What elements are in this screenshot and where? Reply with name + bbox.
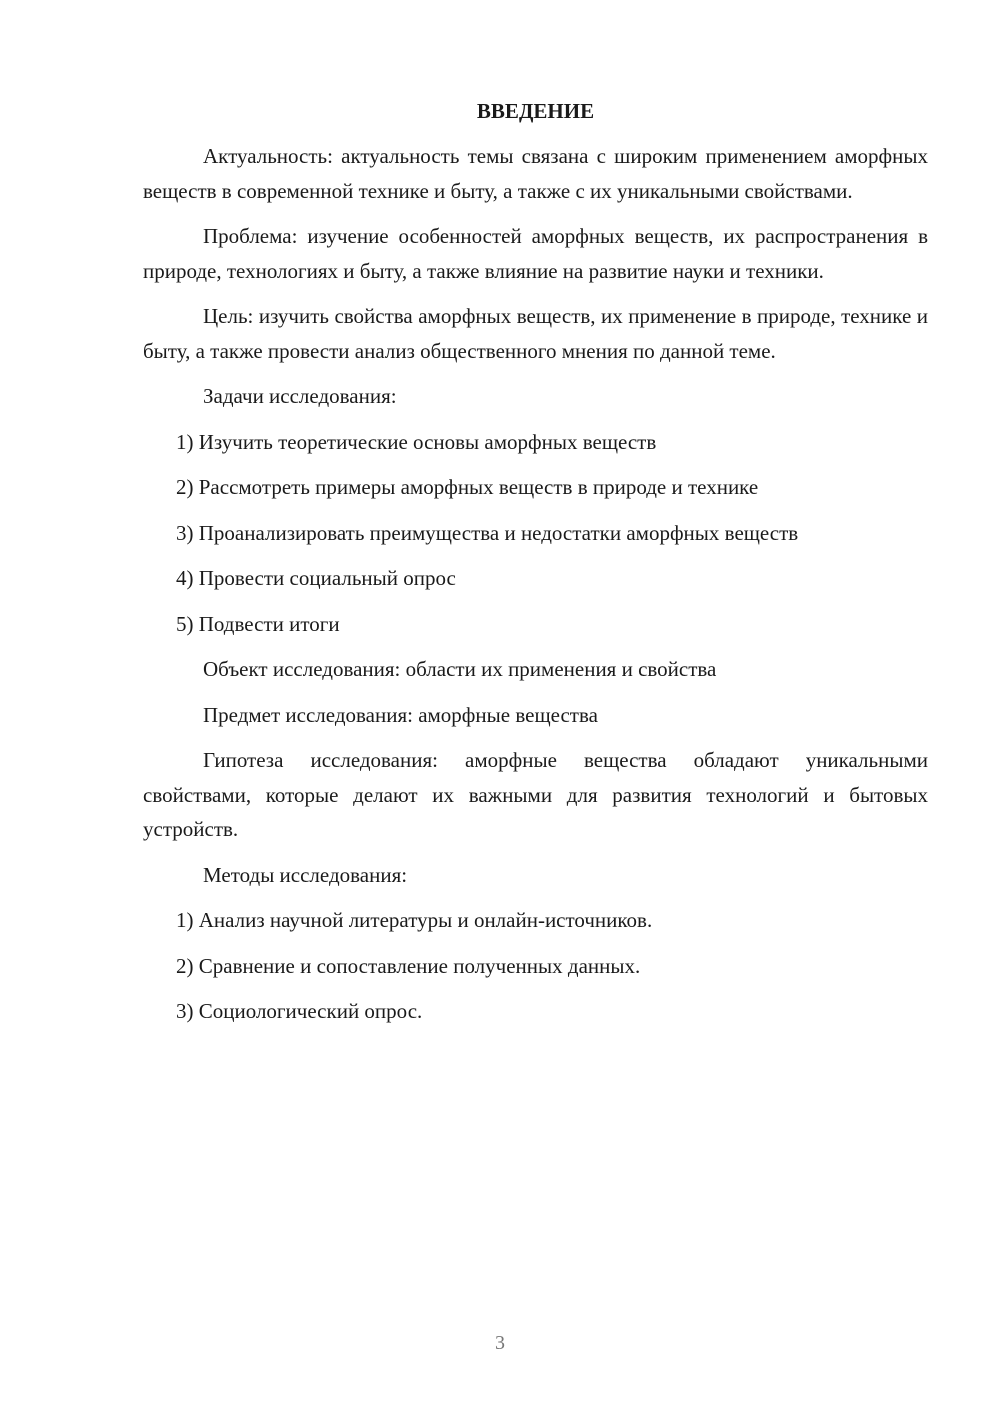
relevance-paragraph: Актуальность: актуальность темы связана с широким применением аморфных веществ в современной технике и быту, а также с их уникальными свойствами.	[143, 144, 928, 203]
methods-title: Методы исследования:	[203, 862, 408, 887]
task-item: 2) Рассмотреть примеры аморфных веществ в природе и технике	[176, 475, 759, 499]
page-title: ВВЕДЕНИЕ	[476, 99, 595, 123]
tasks-title: Задачи исследования:	[203, 384, 397, 408]
task-item: 3) Проанализировать преимущества и недостатки аморфных веществ	[176, 520, 799, 545]
goal-paragraph: Цель: изучить свойства аморфных веществ, их применение в природе, технике и быту, а также провести анализ общественного мнения по данной теме.	[143, 304, 928, 363]
task-item: 5) Подвести итоги	[176, 611, 340, 636]
subject-line: Предмет исследования: аморфные вещества	[203, 702, 598, 727]
task-item: 4) Провести социальный опрос	[176, 566, 456, 590]
document-page	[143, 94, 928, 1040]
page-number: 3	[495, 1332, 505, 1354]
method-item: 3) Социологический опрос.	[176, 999, 423, 1023]
method-item: 2) Сравнение и сопоставление полученных данных.	[176, 953, 641, 978]
hypothesis-paragraph: Гипотеза исследования: аморфные вещества обладают уникальными свойствами, которые делают их важными для развития технологий и бытовых устройств.	[143, 748, 928, 841]
task-item: 1) Изучить теоретические основы аморфных веществ	[176, 429, 657, 454]
method-item: 1) Анализ научной литературы и онлайн-источников.	[176, 908, 653, 932]
object-line: Объект исследования: области их применения и свойства	[203, 657, 717, 681]
problem-paragraph: Проблема: изучение особенностей аморфных веществ, их распространения в природе, технологиях и быту, а также влияние на развитие науки и техники.	[143, 224, 928, 283]
